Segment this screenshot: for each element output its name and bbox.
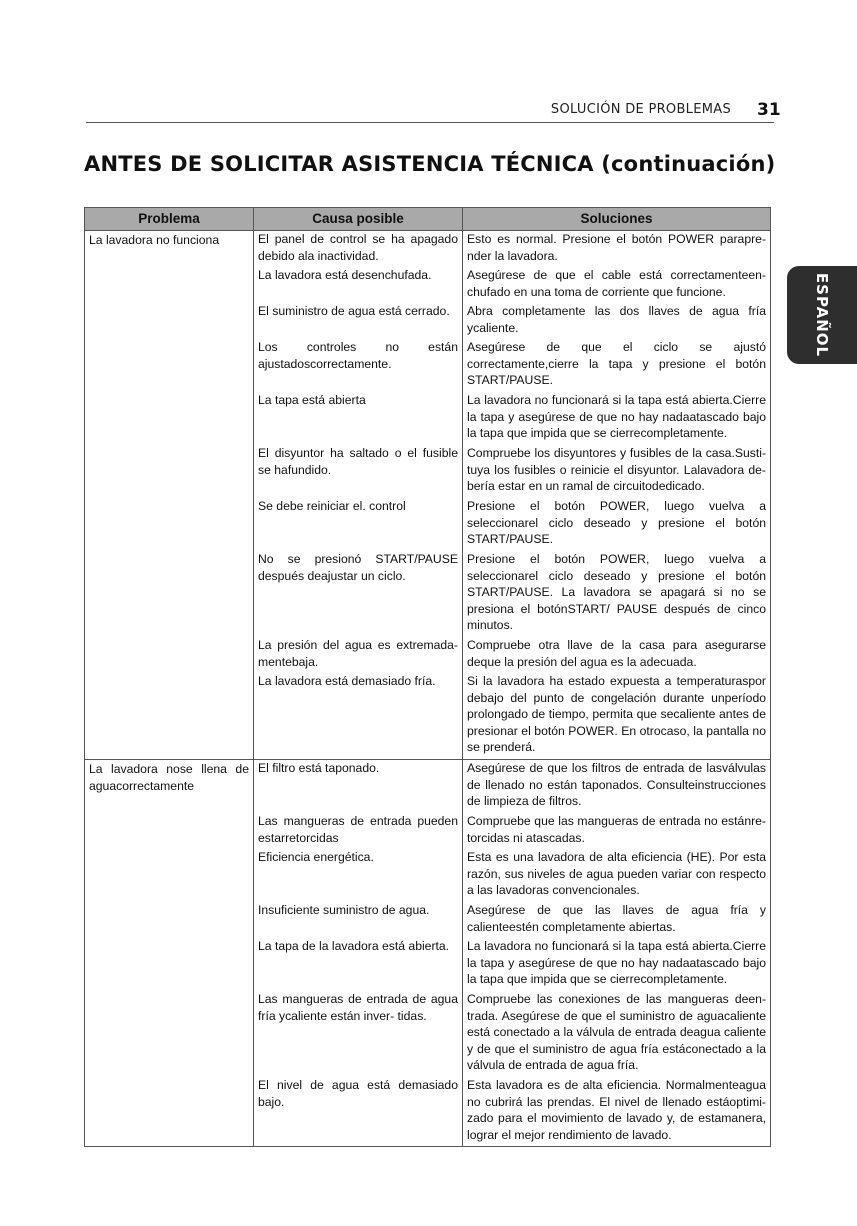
solution-text: Compruebe los disyuntores y fusibles de la casa.Susti- tuya los fusibles o reinicie el disyuntor. Lalavadora de- bería estar en un ramal de circuitodedicado.: [467, 446, 766, 493]
solution-cell: [463, 231, 771, 760]
cause-text: Insuficiente suministro de agua.: [258, 903, 430, 917]
problem-cell: La lavadora nose llena de aguacorrectamente: [85, 760, 254, 1147]
cause-text: El suministro de agua está cerrado.: [258, 304, 450, 318]
solution-text: Esta lavadora es de alta eficiencia. Normalmenteagua no cubrirá las prendas. El nivel de llenado estáoptimi- zado para el movimiento de lavado y, de estamanera, lograr el mejor rendimiento de lavado.: [467, 1078, 766, 1142]
cause-text: El panel de control se ha apagado debido ala inactividad.: [258, 232, 458, 263]
solution-text: Si la lavadora ha estado expuesta a temperaturaspor debajo del punto de congelación durante unperíodo prolongado de tiempo, permita que secaliente antes de presionar el botón POWER. En otrocaso, la pantalla no se prenderá.: [467, 674, 766, 754]
solution-text: Compruebe las conexiones de las mangueras deen- trada. Asegúrese de que el suministro de aguacaliente está conectado a la válvula de entrada deagua caliente y de que el suministro de agua fría estáconectado a la válvula de entrada de agua fría.: [467, 992, 766, 1072]
solution-text: Esto es normal. Presione el botón POWER parapre- nder la lavadora.: [467, 232, 766, 263]
header-divider: [86, 122, 774, 123]
table-row: [85, 231, 771, 760]
cause-text: La lavadora está desenchufada.: [258, 268, 432, 282]
solution-text: Asegúrese de que las llaves de agua fría y calienteestén completamente abiertas.: [467, 903, 766, 934]
solution-text: Presione el botón POWER, luego vuelva a seleccionarel ciclo deseado y presione el botón START/PAUSE.: [467, 499, 766, 546]
cause-text: La tapa está abierta: [258, 393, 366, 407]
cause-cell: [254, 760, 463, 1147]
cause-text: El nivel de agua está demasiado bajo.: [258, 1078, 458, 1109]
cause-cell: [254, 231, 463, 760]
cause-text: El filtro está taponado.: [258, 761, 380, 775]
solution-text: Presione el botón POWER, luego vuelva a seleccionarel ciclo deseado y presione el botón START/PAUSE. La lavadora se apagará si no se presiona el botónSTART/ PAUSE después de cinco minutos.: [467, 552, 766, 632]
page-number: 31: [757, 100, 781, 120]
solution-text: Compruebe que las mangueras de entrada no estánre- torcidas ni atascadas.: [467, 814, 766, 845]
troubleshooting-table: [84, 207, 771, 1147]
cause-text: La lavadora está demasiado fría.: [258, 674, 436, 688]
table-header-row: [85, 208, 771, 231]
section-header: SOLUCIÓN DE PROBLEMAS: [550, 102, 731, 117]
solution-text: Asegúrese de que el cable está correctamenteen- chufado en una toma de corriente que funcione.: [467, 268, 766, 299]
cause-text: La presión del agua es extremada- mentebaja.: [258, 638, 458, 669]
cause-text: La tapa de la lavadora está abierta.: [258, 939, 450, 953]
cause-text: Eficiencia energética.: [258, 850, 374, 864]
solution-text: La lavadora no funcionará si la tapa está abierta.Cierre la tapa y asegúrese de que no hay nadaatascado bajo la tapa que impida que se cierrecompletamente.: [467, 939, 766, 986]
solution-cell: [463, 760, 771, 1147]
cause-text: Se debe reiniciar el. control: [258, 499, 406, 513]
solution-text: Compruebe otra llave de la casa para asegurarse deque la presión del agua es la adecuada.: [467, 638, 766, 669]
language-tab: [787, 266, 857, 364]
solution-text: La lavadora no funcionará si la tapa está abierta.Cierre la tapa y asegúrese de que no hay nadaatascado bajo la tapa que impida que se cierrecompletamente.: [467, 393, 766, 440]
page-title: ANTES DE SOLICITAR ASISTENCIA TÉCNICA (continuación): [84, 152, 776, 176]
solution-text: Esta es una lavadora de alta eficiencia (HE). Por esta razón, sus niveles de agua pueden variar con respecto a las lavadoras convencionales.: [467, 850, 766, 897]
column-header-solutions: Soluciones: [463, 208, 771, 231]
solution-text: Asegúrese de que los filtros de entrada de lasválvulas de llenado no están taponados. Consulteinstrucciones de limpieza de filtros.: [467, 761, 766, 808]
cause-text: Las mangueras de entrada de agua fría ycaliente están inver- tidas.: [258, 992, 458, 1023]
solution-text: Abra completamente las dos llaves de agua fría ycaliente.: [467, 304, 766, 335]
table-row: [85, 760, 771, 1147]
cause-text: Las mangueras de entrada pueden estarretorcidas: [258, 814, 458, 845]
solution-text: Asegúrese de que el ciclo se ajustó correctamente,cierre la tapa y presione el botón START/PAUSE.: [467, 340, 766, 387]
cause-text: No se presionó START/PAUSE después deajustar un ciclo.: [258, 552, 458, 583]
column-header-problem: Problema: [85, 208, 254, 231]
language-tab-label: ESPAÑOL: [813, 272, 831, 358]
cause-text: El disyuntor ha saltado o el fusible se hafundido.: [258, 446, 458, 477]
problem-cell: La lavadora no funciona: [85, 231, 254, 760]
column-header-cause: Causa posible: [254, 208, 463, 231]
cause-text: Los controles no están ajustadoscorrectamente.: [258, 340, 458, 371]
